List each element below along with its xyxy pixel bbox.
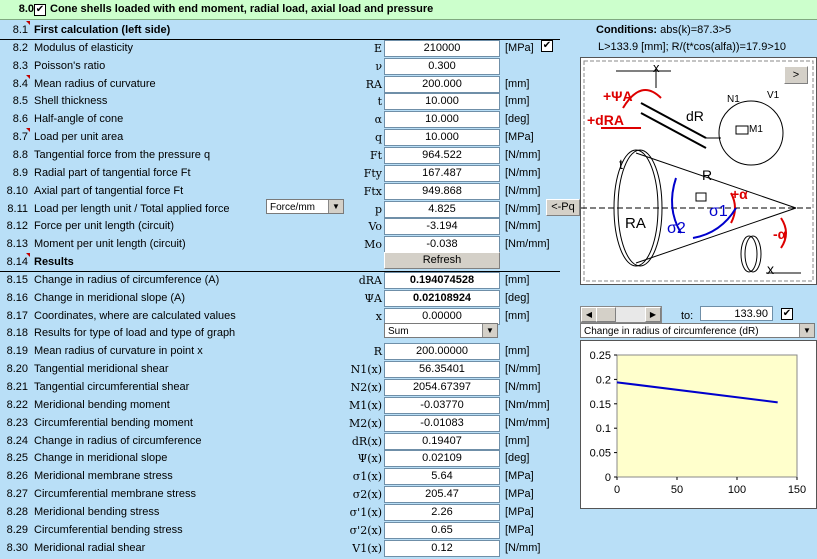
parameter-row — [0, 485, 560, 503]
row-number: 8.11 — [7, 202, 28, 215]
row-number: 8.10 — [6, 184, 28, 197]
row-unit: [MPa] — [505, 470, 534, 483]
row-label: Load per length unit / Total applied force — [34, 202, 230, 215]
row-value[interactable]: 210000 — [384, 40, 500, 57]
row-unit: [mm] — [505, 434, 530, 447]
row-unit: [MPa] — [505, 523, 534, 536]
result-chart — [580, 340, 817, 509]
row-value[interactable]: 0.300 — [384, 58, 500, 75]
diagram-label-m1: M1 — [749, 124, 763, 135]
row-value[interactable]: 4.825 — [384, 201, 500, 218]
diagram-label-minus-alpha: -α — [773, 226, 787, 242]
row-symbol: σ'1(x) — [349, 505, 382, 519]
diagram-label-n1: N1 — [727, 94, 740, 105]
row-number: 8.1 — [12, 24, 28, 36]
row-number: 8.6 — [12, 113, 28, 126]
row-unit: [Nm/mm] — [505, 398, 550, 411]
row-unit: [mm] — [505, 95, 530, 108]
row-unit: [MPa] — [505, 131, 534, 144]
row-label: Results for type of load and type of graph — [34, 327, 236, 340]
conditions-value-1: abs(k)=87.3>5 — [660, 24, 732, 36]
to-value-field[interactable]: 133.90 — [700, 306, 773, 321]
row-number: 8.9 — [12, 166, 28, 179]
row-label: Axial part of tangential force Ft — [34, 184, 184, 197]
scroll-left-icon[interactable]: ◀ — [581, 307, 597, 322]
row-label: Shell thickness — [34, 95, 108, 108]
row-number: 8.25 — [6, 452, 28, 465]
x-tick-label: 100 — [727, 484, 747, 496]
x-tick-label: 150 — [787, 484, 807, 496]
parameter-row — [0, 378, 560, 396]
row-number: 8.29 — [6, 523, 28, 536]
graph-type-select-value: Change in radius of circumference (dR) — [584, 326, 759, 337]
parameter-row — [0, 164, 560, 182]
parameter-row — [0, 289, 560, 307]
row-label: Tangential circumferential shear — [34, 381, 190, 393]
row-symbol: ΨA — [364, 291, 382, 305]
to-label: to: — [681, 310, 694, 322]
row-unit: [mm] — [505, 309, 530, 322]
row-value[interactable]: 964.522 — [384, 147, 500, 164]
row-symbol: ν — [375, 59, 382, 73]
y-tick-label: 0.2 — [595, 374, 611, 387]
row-label: Radial part of tangential force Ft — [34, 166, 191, 179]
diagram-label-t: t — [619, 156, 623, 172]
row-number: 8.17 — [6, 309, 28, 322]
parameter-row — [0, 39, 560, 57]
row-symbol: q — [374, 131, 382, 145]
row-value[interactable]: 10.000 — [384, 129, 500, 146]
x-tick-label: 0 — [613, 484, 621, 496]
row-number: 8.15 — [6, 273, 28, 286]
parameter-row — [0, 57, 560, 75]
row-number: 8.12 — [6, 220, 28, 233]
row-label: Mean radius of curvature in point x — [34, 345, 203, 358]
parameter-row — [0, 182, 560, 200]
row-value[interactable]: 0.02109 — [384, 450, 500, 467]
row-symbol: RA — [365, 77, 382, 91]
parameter-row — [0, 414, 560, 432]
row-symbol: p — [374, 202, 382, 216]
row-label: Modulus of elasticity — [34, 41, 134, 54]
row-unit: [MPa] — [505, 505, 534, 518]
row-value[interactable]: 0.65 — [384, 522, 500, 539]
row-value[interactable]: -3.194 — [384, 218, 500, 235]
diagram-label-x-top: x — [653, 60, 660, 75]
row-label: Change in meridional slope — [34, 452, 168, 465]
scroll-right-icon[interactable]: ▶ — [645, 307, 661, 322]
conditions-line-2: L>133.9 [mm]; R/(t*cos(alfa))=17.9>10 — [598, 41, 787, 53]
to-checkbox[interactable]: ✔ — [782, 308, 792, 319]
row-symbol: t — [377, 95, 382, 109]
y-tick-label: 0.05 — [589, 447, 611, 460]
row-value[interactable]: 167.487 — [384, 165, 500, 182]
diagram-label-psi-a: +ΨA — [603, 88, 633, 104]
diagram-next-button[interactable]: > — [784, 66, 808, 84]
row-number: 8.30 — [6, 541, 28, 554]
row-number: 8.27 — [6, 488, 28, 501]
row-number: 8.14 — [6, 256, 28, 269]
row-label: Force per unit length (circuit) — [34, 220, 174, 233]
row-symbol: dR(x) — [351, 434, 382, 448]
pq-button[interactable]: <-Pq — [546, 199, 580, 216]
row-unit: [deg] — [505, 452, 530, 465]
y-tick-label: 0.25 — [589, 350, 611, 362]
row-symbol: α — [374, 113, 382, 127]
y-tick-label: 0.1 — [595, 423, 611, 436]
row-symbol: dRA — [358, 273, 382, 287]
x-range-scrollbar[interactable] — [580, 306, 662, 323]
row-number: 8.23 — [6, 416, 28, 429]
row-value[interactable]: 2.26 — [384, 504, 500, 521]
row-value[interactable]: 10.000 — [384, 93, 500, 110]
row-symbol: Fty — [363, 166, 382, 180]
chevron-down-icon: ▼ — [482, 324, 497, 337]
parameter-row — [0, 360, 560, 378]
row-value[interactable]: 200.00000 — [384, 343, 500, 360]
diagram-label-plus-alpha: +α — [731, 186, 748, 202]
row-label: Tangential force from the pressure q — [34, 148, 211, 161]
row-unit: [Nm/mm] — [505, 238, 550, 251]
row-label: Half-angle of cone — [34, 113, 124, 126]
row-number: 8.5 — [12, 95, 28, 108]
parameter-row — [0, 449, 560, 467]
section-header-row — [0, 21, 560, 40]
row-value[interactable]: 0.194074528 — [384, 272, 500, 289]
row-label: Circumferential bending moment — [34, 416, 193, 429]
diagram-label-v1: V1 — [767, 90, 780, 101]
row-symbol: E — [373, 41, 382, 55]
diagram-label-dra: +dRA — [587, 112, 624, 128]
row-symbol: M1(x) — [348, 398, 382, 412]
row-label: Meridional membrane stress — [34, 470, 173, 483]
row-unit: [Nm/mm] — [505, 416, 550, 429]
row-value[interactable]: -0.01083 — [384, 415, 500, 432]
row-number: 8.3 — [12, 59, 28, 72]
row-label: Change in radius of circumference — [34, 434, 202, 447]
parameter-row — [0, 110, 560, 128]
force-unit-select-value: Force/mm — [270, 202, 315, 213]
row-unit: [mm] — [505, 273, 530, 286]
row-value[interactable]: 56.35401 — [384, 361, 500, 378]
row-label: Change in meridional slope (A) — [34, 291, 186, 304]
row-symbol: M2(x) — [348, 416, 382, 430]
row-label: Meridional radial shear — [34, 541, 146, 554]
row-number: 8.22 — [6, 398, 28, 411]
row-label: Meridional bending stress — [34, 505, 160, 518]
row-symbol: N1(x) — [350, 363, 382, 377]
x-tick-label: 50 — [670, 484, 684, 496]
parameter-row — [0, 217, 560, 235]
row-number: 8.19 — [6, 345, 28, 358]
row-number: 8.16 — [6, 291, 28, 304]
row-number: 8.8 — [12, 148, 28, 161]
row-value[interactable]: 0.12 — [384, 540, 500, 557]
parameter-row — [0, 307, 560, 325]
row-unit: [N/mm] — [505, 363, 541, 376]
row-unit: [N/mm] — [505, 166, 541, 179]
row-number: 8.26 — [6, 470, 28, 483]
row-symbol: Ft — [369, 148, 382, 162]
row-unit: [deg] — [505, 113, 530, 126]
row-value[interactable]: 200.000 — [384, 76, 500, 93]
plot-area — [617, 355, 797, 477]
row-unit: [N/mm] — [505, 381, 541, 393]
row-unit: [MPa] — [505, 41, 534, 54]
section-title-bar — [0, 0, 817, 20]
row-label: Load per unit area — [34, 131, 124, 144]
row-symbol: σ2(x) — [352, 488, 382, 502]
row-value[interactable]: 5.64 — [384, 468, 500, 485]
parameter-row — [0, 503, 560, 521]
parameter-row — [0, 467, 560, 485]
row-symbol: x — [375, 309, 382, 323]
force-unit-select[interactable] — [266, 199, 344, 214]
row-unit: [mm] — [505, 345, 530, 358]
chevron-down-icon: ▼ — [328, 200, 343, 213]
section-enable-checkbox[interactable]: ✔ — [35, 4, 45, 15]
diagram-label-dr: dR — [686, 108, 704, 124]
result-chart-svg — [581, 341, 816, 508]
row-value[interactable]: 949.868 — [384, 183, 500, 200]
row-value[interactable]: 0.19407 — [384, 433, 500, 450]
diagram-label-r: R — [702, 167, 713, 183]
row-symbol: Ψ(x) — [357, 452, 382, 466]
row-number: 8.24 — [6, 434, 28, 447]
row-value[interactable]: 0.02108924 — [384, 290, 500, 307]
row-value[interactable]: -0.038 — [384, 236, 500, 253]
modulus-checkbox[interactable]: ✔ — [542, 40, 552, 51]
row-value[interactable]: -0.03770 — [384, 397, 500, 414]
row-number: 8.13 — [6, 238, 28, 251]
row-unit: [MPa] — [505, 488, 534, 501]
row-label: Circumferential bending stress — [34, 523, 183, 536]
y-tick-label: 0.15 — [589, 398, 611, 411]
scroll-thumb[interactable] — [596, 307, 616, 322]
row-number: 8.28 — [6, 505, 28, 518]
row-symbol: R — [373, 345, 382, 359]
parameter-row — [0, 235, 560, 253]
row-value[interactable]: 0.00000 — [384, 308, 500, 325]
row-number: 8.18 — [6, 327, 28, 340]
row-symbol: V1(x) — [352, 541, 382, 555]
section-title: Cone shells loaded with end moment, radial load, axial load and pressure — [50, 3, 434, 15]
row-label: First calculation (left side) — [34, 24, 171, 36]
row-unit: [N/mm] — [505, 220, 541, 233]
row-symbol: Ftx — [363, 184, 382, 198]
row-label: Tangential meridional shear — [34, 363, 169, 376]
row-symbol: Vo — [368, 220, 382, 234]
load-type-select-value: Sum — [388, 326, 409, 337]
parameter-row — [0, 342, 560, 360]
row-number: 8.20 — [6, 363, 28, 376]
conditions-label: Conditions: — [596, 24, 658, 36]
row-value[interactable]: 2054.67397 — [384, 379, 500, 396]
row-label: Change in radius of circumference (A) — [34, 273, 220, 286]
diagram-label-ra: RA — [625, 215, 646, 232]
row-label: Results — [34, 256, 74, 269]
chevron-down-icon: ▼ — [799, 324, 814, 337]
row-number: 8.21 — [6, 381, 28, 393]
row-symbol: σ'2(x) — [349, 523, 382, 537]
parameter-row — [0, 271, 560, 289]
row-value[interactable]: 10.000 — [384, 111, 500, 128]
row-label: Circumferential membrane stress — [34, 488, 196, 501]
row-label: Coordinates, where are calculated values — [34, 309, 236, 322]
parameter-row — [0, 396, 560, 414]
row-label: Meridional bending moment — [34, 398, 170, 411]
row-value[interactable]: 205.47 — [384, 486, 500, 503]
parameter-row — [0, 92, 560, 110]
parameter-row — [0, 521, 560, 539]
y-tick-label: 0 — [604, 472, 611, 484]
load-type-select[interactable] — [384, 323, 498, 338]
diagram-label-sigma2: σ2 — [667, 220, 686, 237]
row-unit: [N/mm] — [505, 184, 541, 197]
cone-diagram — [580, 57, 817, 285]
refresh-button[interactable]: Refresh — [384, 252, 500, 269]
row-number: 8.4 — [12, 77, 28, 90]
parameter-row — [0, 146, 560, 164]
row-label: Mean radius of curvature — [34, 77, 156, 90]
diagram-label-x-bottom: x — [767, 261, 774, 277]
row-symbol: N2(x) — [350, 381, 382, 394]
row-symbol: σ1(x) — [352, 470, 382, 484]
row-number: 8.7 — [12, 131, 28, 144]
diagram-label-sigma1: σ1 — [709, 203, 728, 220]
parameter-row — [0, 75, 560, 93]
row-unit: [N/mm] — [505, 541, 541, 554]
row-number: 8.2 — [12, 41, 28, 54]
parameter-row — [0, 128, 560, 146]
parameter-row — [0, 432, 560, 450]
parameter-row — [0, 539, 560, 557]
row-label: Moment per unit length (circuit) — [34, 238, 186, 251]
row-unit: [N/mm] — [505, 148, 541, 161]
row-unit: [mm] — [505, 77, 530, 90]
row-unit: [N/mm] — [505, 202, 541, 215]
conditions-line-1 — [596, 24, 731, 36]
graph-type-select[interactable] — [580, 323, 815, 338]
section-number: 8.0 — [18, 3, 34, 15]
row-symbol: Mo — [364, 238, 382, 252]
row-label: Poisson's ratio — [34, 59, 106, 72]
row-unit: [deg] — [505, 291, 530, 304]
